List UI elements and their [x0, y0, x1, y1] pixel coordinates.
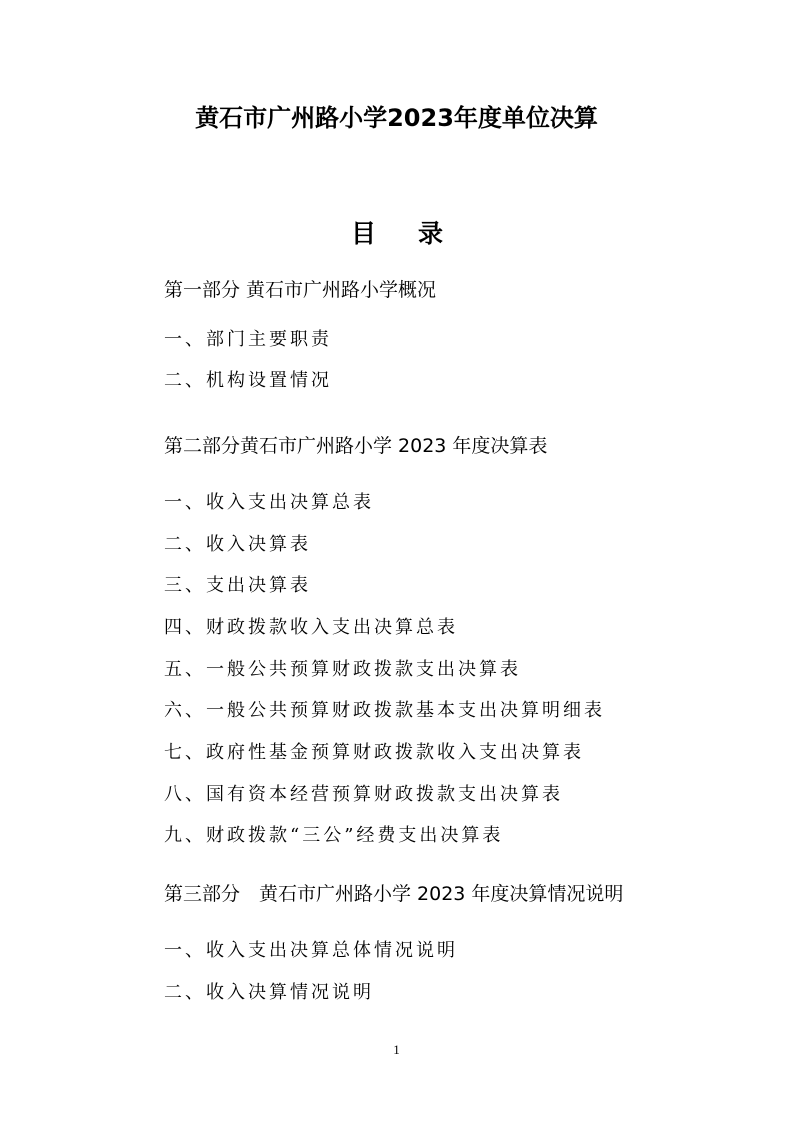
toc-item: 四、财政拨款收入支出决算总表: [164, 617, 458, 638]
toc-item: 五、一般公共预算财政拨款支出决算表: [164, 659, 521, 680]
toc-item: 一、部门主要职责: [164, 329, 332, 350]
part-heading-2: 第二部分黄石市广州路小学 2023 年度决算表: [164, 435, 548, 457]
toc-item: 六、一般公共预算财政拨款基本支出决算明细表: [164, 700, 605, 721]
part-heading-1: 第一部分 黄石市广州路小学概况: [164, 279, 437, 301]
toc-item: 三、支出决算表: [164, 575, 311, 596]
toc-item: 二、收入决算情况说明: [164, 982, 374, 1003]
toc-heading: 目录: [350, 219, 485, 248]
toc-item: 二、机构设置情况: [164, 370, 332, 391]
part-heading-3: 第三部分 黄石市广州路小学 2023 年度决算情况说明: [164, 883, 624, 905]
page-title: 黄石市广州路小学2023年度单位决算: [195, 104, 598, 132]
toc-item: 七、政府性基金预算财政拨款收入支出决算表: [164, 742, 584, 763]
page-number: 1: [393, 1042, 400, 1057]
toc-item: 九、财政拨款“三公”经费支出决算表: [164, 825, 504, 846]
toc-item: 八、国有资本经营预算财政拨款支出决算表: [164, 784, 563, 805]
toc-item: 一、收入支出决算总表: [164, 492, 374, 513]
toc-item: 二、收入决算表: [164, 534, 311, 555]
toc-item: 一、收入支出决算总体情况说明: [164, 940, 458, 961]
